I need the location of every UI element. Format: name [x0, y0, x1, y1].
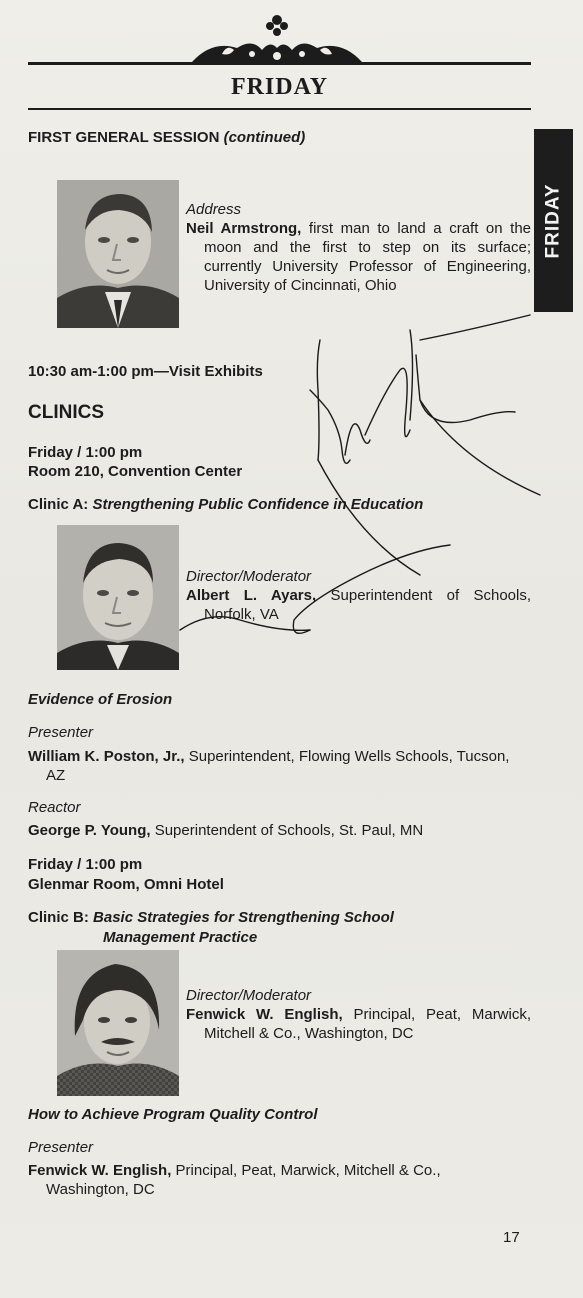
- director-name: Albert L. Ayars,: [186, 587, 317, 604]
- floral-ornament-icon: [182, 10, 372, 68]
- presenter-role-label: Presenter: [28, 1139, 94, 1156]
- clinic-b-room: Glenmar Room, Omni Hotel: [28, 876, 224, 893]
- reactor-description: Superintendent of Schools, St. Paul, MN: [154, 822, 424, 839]
- speaker-name: Neil Armstrong,: [186, 220, 302, 237]
- reactor-entry: [28, 821, 526, 840]
- clinics-heading: CLINICS: [28, 402, 104, 423]
- director-bio-english: [186, 986, 531, 1043]
- director-bio-ayars: [186, 567, 531, 624]
- address-label: Address: [186, 201, 242, 218]
- exhibits-time: 10:30 am-1:00 pm—Visit Exhibits: [28, 363, 263, 380]
- clinic-b-label: Clinic B:: [28, 909, 89, 926]
- presenter-entry: [28, 1161, 526, 1199]
- clinic-a-time: Friday / 1:00 pm: [28, 444, 143, 461]
- speaker-bio-armstrong: [186, 200, 531, 295]
- speaker-photo-armstrong: [57, 180, 179, 328]
- session-suffix: (continued): [223, 129, 306, 146]
- presenter-name: William K. Poston, Jr.,: [28, 748, 185, 765]
- clinic-a-topic: Evidence of Erosion: [28, 691, 173, 708]
- presenter-entry: [28, 747, 526, 785]
- director-entry: [186, 1005, 531, 1043]
- session-title: FIRST GENERAL SESSION: [28, 129, 220, 146]
- presenter-description: Principal, Peat, Marwick, Mitchell & Co., Washington, DC: [46, 1162, 441, 1198]
- clinic-a-title: Strengthening Public Confidence in Education: [92, 496, 424, 513]
- page-number: 17: [503, 1229, 520, 1246]
- director-role-label: Director/Moderator: [186, 568, 312, 585]
- header-rule-bottom: [28, 108, 531, 110]
- director-description: Superintendent of Schools, Norfolk, VA: [204, 587, 531, 623]
- director-photo-english: [57, 950, 179, 1096]
- director-description: Principal, Peat, Marwick, Mitchell & Co., Washington, DC: [204, 1006, 532, 1042]
- clinic-b-topic: How to Achieve Program Quality Control: [28, 1106, 318, 1123]
- director-role-label: Director/Moderator: [186, 987, 312, 1004]
- clinic-b-heading: [28, 908, 508, 927]
- section-heading: [28, 128, 305, 147]
- director-entry: [186, 586, 531, 624]
- speaker-description: first man to land a craft on the moon and the first to step on its surface; currently University Professor of Engineering, University of Cincinnati, Ohio: [204, 220, 532, 294]
- reactor-name: George P. Young,: [28, 822, 151, 839]
- page-title: FRIDAY: [230, 74, 329, 100]
- side-tab-label: FRIDAY: [542, 183, 564, 258]
- header-rule-top: [28, 62, 531, 65]
- director-name: Fenwick W. English,: [186, 1006, 343, 1023]
- clinic-a-heading: [28, 495, 423, 514]
- presenter-description: Superintendent, Flowing Wells Schools, Tucson, AZ: [46, 748, 510, 784]
- clinic-a-room: Room 210, Convention Center: [28, 463, 243, 480]
- director-photo-ayars: [57, 525, 179, 670]
- clinic-b-title-line2: Management Practice: [103, 929, 258, 946]
- clinic-a-label: Clinic A:: [28, 496, 89, 513]
- side-tab: [534, 129, 573, 312]
- reactor-role-label: Reactor: [28, 799, 81, 816]
- clinic-b-title-line1: Basic Strategies for Strengthening School: [93, 909, 394, 926]
- speaker-entry: [186, 219, 531, 295]
- presenter-name: Fenwick W. English,: [28, 1162, 172, 1179]
- presenter-role-label: Presenter: [28, 724, 94, 741]
- clinic-b-time: Friday / 1:00 pm: [28, 856, 143, 873]
